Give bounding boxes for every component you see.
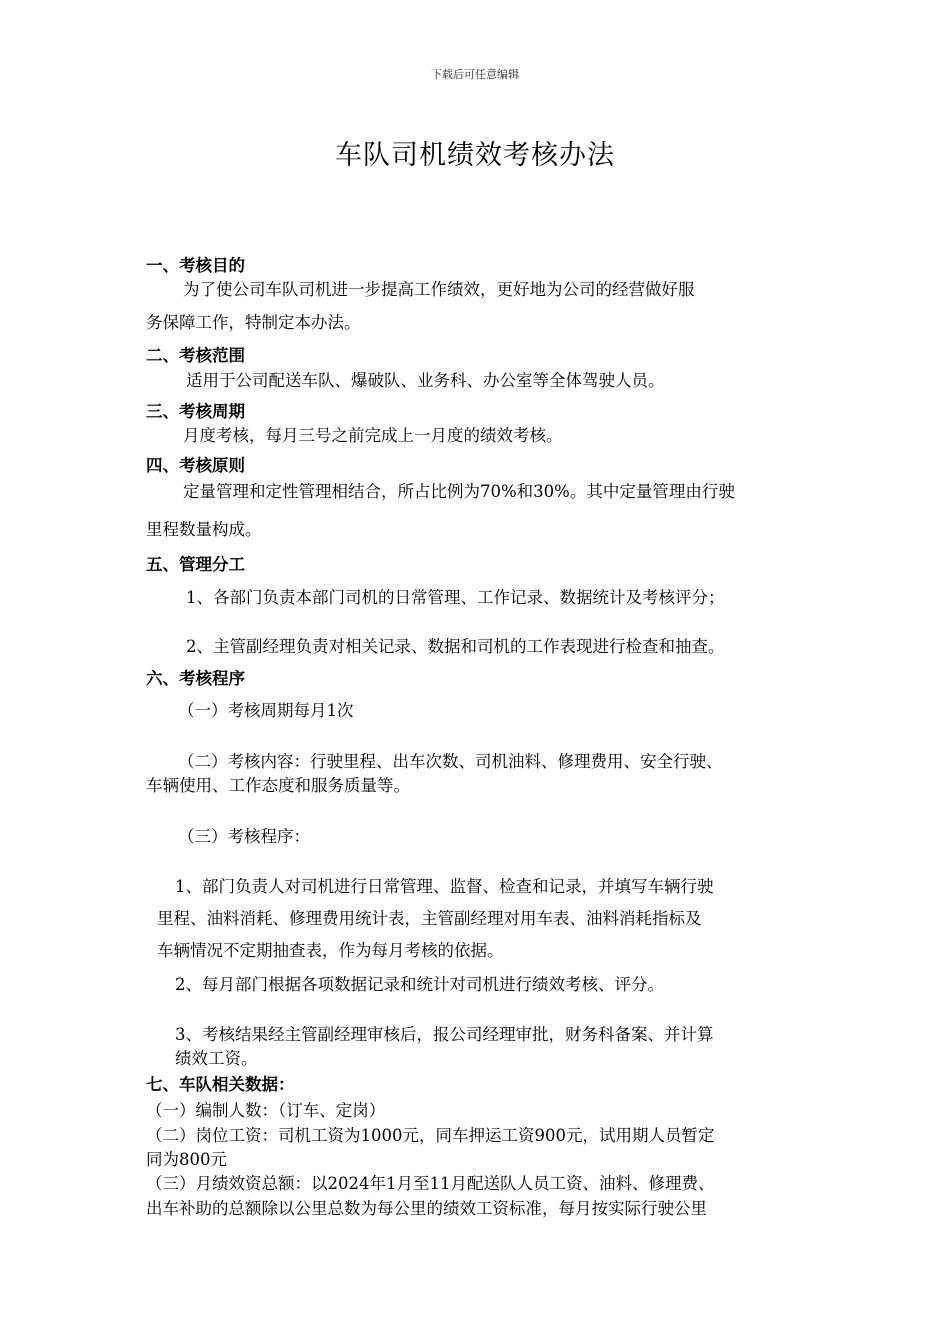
paragraph-line: 务保障工作，特制定本办法。 [146,313,361,332]
paragraph-line: 适用于公司配送车队、爆破队、业务科、办公室等全体驾驶人员。 [186,371,665,390]
paragraph-line: （二）岗位工资：司机工资为1000元，同车押运工资900元，试用期人员暂定 [146,1126,715,1145]
document-title: 车队司机绩效考核办法 [335,140,615,171]
section-heading-2: 二、考核范围 [146,346,245,365]
section-heading-4: 四、考核原则 [146,456,245,475]
paragraph-line: 3、考核结果经主管副经理审核后，报公司经理审批，财务科备案、并计算 [175,1025,714,1044]
paragraph-line: 为了使公司车队司机进一步提高工作绩效，更好地为公司的经营做好服 [183,280,695,299]
paragraph-line: （三）月绩效资总额：以2024年1月至11月配送队人员工资、油料、修理费、 [146,1174,715,1193]
section-heading-3: 三、考核周期 [146,402,245,421]
section-heading-7: 七、车队相关数据： [146,1075,295,1094]
paragraph-line: 2、每月部门根据各项数据记录和统计对司机进行绩效考核、评分。 [175,975,664,994]
paragraph-line: （三）考核程序： [178,827,310,846]
paragraph-line: 同为800元 [146,1150,227,1169]
section-heading-5: 五、管理分工 [146,555,245,574]
page-header: 下载后可任意编辑 [431,68,519,81]
paragraph-line: 1、各部门负责本部门司机的日常管理、工作记录、数据统计及考核评分； [186,588,725,607]
paragraph-line: 定量管理和定性管理相结合，所占比例为70%和30%。其中定量管理由行驶 [183,482,735,501]
paragraph-line: 车辆情况不定期抽查表，作为每月考核的依据。 [157,941,504,960]
paragraph-line: 绩效工资。 [175,1049,258,1068]
paragraph-line: （一）编制人数：（订车、定岗） [146,1101,386,1120]
paragraph-line: 2、主管副经理负责对相关记录、数据和司机的工作表现进行检查和抽查。 [186,637,725,656]
paragraph-line: 车辆使用、工作态度和服务质量等。 [146,776,410,795]
section-heading-6: 六、考核程序 [146,669,245,688]
paragraph-line: （一）考核周期每月1次 [178,701,354,720]
paragraph-line: （二）考核内容：行驶里程、出车次数、司机油料、修理费用、安全行驶、 [178,752,723,771]
paragraph-line: 里程数量构成。 [146,520,262,539]
section-heading-1: 一、考核目的 [146,256,245,275]
paragraph-line: 1、部门负责人对司机进行日常管理、监督、检查和记录，并填写车辆行驶 [175,877,714,896]
paragraph-line: 月度考核，每月三号之前完成上一月度的绩效考核。 [183,426,563,445]
paragraph-line: 里程、油料消耗、修理费用统计表，主管副经理对用车表、油料消耗指标及 [157,909,702,928]
paragraph-line: 出车补助的总额除以公里总数为每公里的绩效工资标准，每月按实际行驶公里 [146,1199,707,1218]
